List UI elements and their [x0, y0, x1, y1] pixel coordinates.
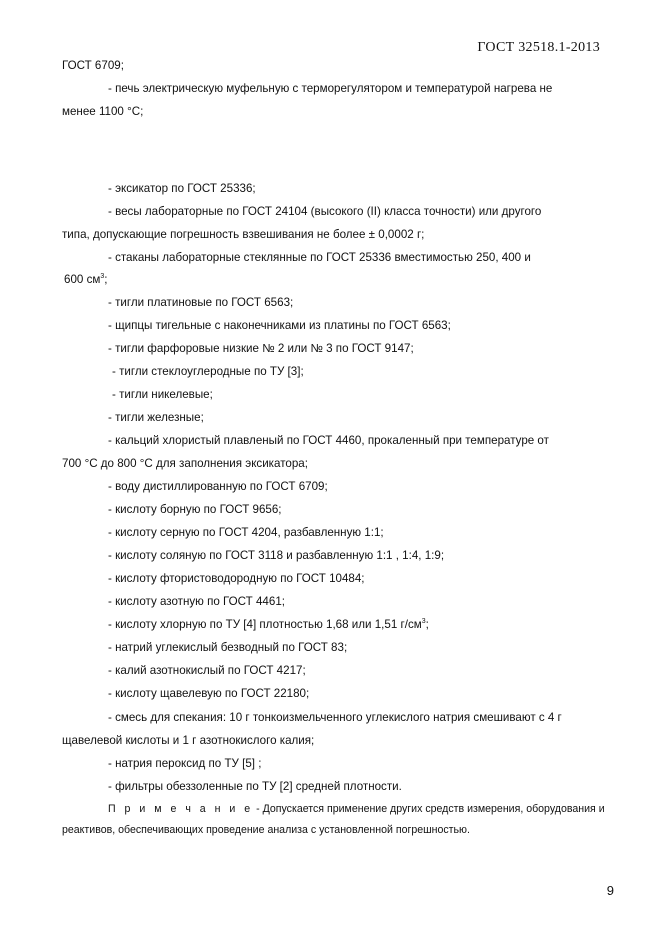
text-part: - кислоту хлорную по ТУ [4] плотностью 1,68 или 1,51 г/см	[108, 618, 422, 631]
list-item: - весы лабораторные по ГОСТ 24104 (высокого (II) класса точности) или другого	[108, 205, 542, 218]
list-item: - смесь для спекания: 10 г тонкоизмельченного углекислого натрия смешивают с 4 г	[108, 711, 562, 724]
list-item: - фильтры обеззоленные по ТУ [2] средней плотности.	[108, 780, 402, 793]
text-line: типа, допускающие погрешность взвешивания не более ± 0,0002 г;	[62, 228, 425, 241]
list-item	[108, 618, 429, 632]
superscript: 3	[421, 618, 426, 625]
note-text: - Допускается применение других средств измерения, оборудования и	[253, 803, 605, 815]
note-label: П р и м е ч а н и е	[108, 803, 254, 815]
text-line: менее 1100 °С;	[62, 105, 144, 118]
document-code-header: ГОСТ 32518.1-2013	[477, 40, 600, 55]
list-item: - щипцы тигельные с наконечниками из платины по ГОСТ 6563;	[108, 319, 451, 332]
list-item: - кислоту щавелевую по ГОСТ 22180;	[108, 687, 310, 700]
list-item: - тигли никелевые;	[112, 388, 213, 401]
list-item: - калий азотнокислый по ГОСТ 4217;	[108, 664, 306, 677]
list-item: - тигли платиновые по ГОСТ 6563;	[108, 296, 294, 309]
text-part: ;	[425, 618, 429, 631]
text-line	[64, 273, 107, 287]
list-item: - кислоту соляную по ГОСТ 3118 и разбавленную 1:1 , 1:4, 1:9;	[108, 549, 445, 562]
superscript: 3	[100, 273, 105, 280]
list-item: - кислоту борную по ГОСТ 9656;	[108, 503, 282, 516]
text-line: ГОСТ 6709;	[62, 59, 124, 72]
list-item: - воду дистиллированную по ГОСТ 6709;	[108, 480, 328, 493]
list-item: - печь электрическую муфельную с терморегулятором и температурой нагрева не	[108, 82, 553, 95]
list-item: - эксикатор по ГОСТ 25336;	[108, 182, 256, 195]
list-item: - натрия пероксид по ТУ [5] ;	[108, 757, 262, 770]
list-item: - кальций хлористый плавленый по ГОСТ 4460, прокаленный при температуре от	[108, 434, 549, 447]
note-line	[108, 802, 605, 816]
list-item: - кислоту фтористоводородную по ГОСТ 10484;	[108, 572, 365, 585]
list-item: - тигли фарфоровые низкие № 2 или № 3 по ГОСТ 9147;	[108, 342, 414, 355]
list-item: - кислоту азотную по ГОСТ 4461;	[108, 595, 285, 608]
list-item: - натрий углекислый безводный по ГОСТ 83;	[108, 641, 348, 654]
text-part: 600 см	[64, 273, 101, 286]
list-item: - тигли стеклоуглеродные по ТУ [3];	[112, 365, 304, 378]
page-number: 9	[606, 883, 614, 898]
note-line: реактивов, обеспечивающих проведение анализа с установленной погрешностью.	[62, 824, 470, 836]
text-line: 700 °С до 800 °С для заполнения эксикатора;	[62, 457, 308, 470]
list-item: - стаканы лабораторные стеклянные по ГОСТ 25336 вместимостью 250, 400 и	[108, 251, 531, 264]
text-part: ;	[104, 273, 108, 286]
list-item: - тигли железные;	[108, 411, 204, 424]
list-item: - кислоту серную по ГОСТ 4204, разбавленную 1:1;	[108, 526, 384, 539]
text-line: щавелевой кислоты и 1 г азотнокислого калия;	[62, 734, 315, 747]
